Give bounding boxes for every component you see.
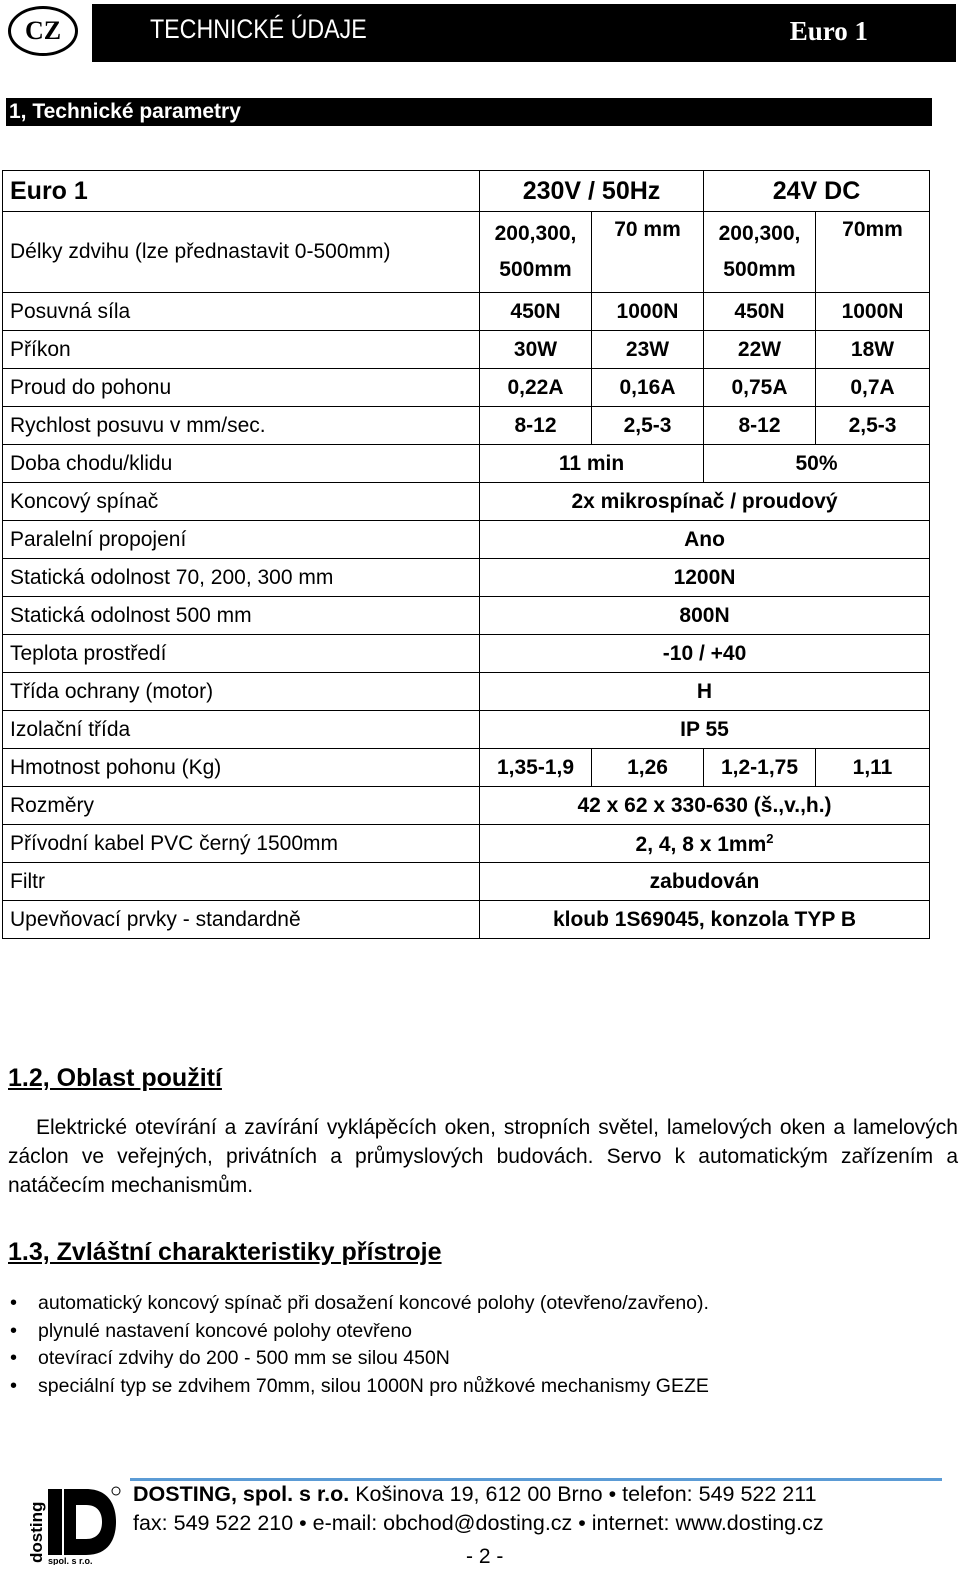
- table-row: [3, 901, 930, 939]
- table-row: [3, 445, 930, 483]
- row-label: Statická odolnost 70, 200, 300 mm: [3, 559, 480, 597]
- table-cell: 2x mikrospínač / proudový: [480, 483, 930, 521]
- row-label: Paralelní propojení: [3, 521, 480, 559]
- table-row: [3, 331, 930, 369]
- table-cell: 0,22A: [480, 369, 592, 407]
- table-cell: 70mm: [816, 212, 930, 293]
- table-cell: 8-12: [704, 407, 816, 445]
- table-cell: 1,26: [592, 749, 704, 787]
- row-label: Koncový spínač: [3, 483, 480, 521]
- table-row: [3, 559, 930, 597]
- model-name: Euro 1: [789, 16, 868, 46]
- table-cell: 800N: [480, 597, 930, 635]
- company-name: DOSTING, spol. s r.o.: [133, 1482, 350, 1506]
- row-label: Rychlost posuvu v mm/sec.: [3, 407, 480, 445]
- row-label: Třída ochrany (motor): [3, 673, 480, 711]
- row-label: Délky zdvihu (lze přednastavit 0-500mm): [3, 212, 480, 293]
- table-model-cell: Euro 1: [3, 171, 480, 212]
- table-row: [3, 635, 930, 673]
- page-number: - 2 -: [466, 1545, 504, 1568]
- table-row: [3, 483, 930, 521]
- table-cell: 1200N: [480, 559, 930, 597]
- table-cell: 2,5-3: [592, 407, 704, 445]
- table-row: [3, 863, 930, 901]
- table-cell: IP 55: [480, 711, 930, 749]
- page-title: TECHNICKÉ ÚDAJE: [150, 14, 367, 44]
- row-label: Upevňovací prvky - standardně: [3, 901, 480, 939]
- table-row: [3, 293, 930, 331]
- usage-paragraph: Elektrické otevírání a zavírání vyklápěcích oken, stropních světel, lamelových oken a lamelových záclon ve veřejných, privátních a průmyslových budovách. Servo k automatickým zařízením a natáčecím mechanismům.: [8, 1116, 958, 1197]
- table-row: [3, 711, 930, 749]
- company-address: Košinova 19, 612 00 Brno • telefon: 549 522 211: [349, 1482, 817, 1506]
- list-item: • automatický koncový spínač při dosažení koncové polohy (otevřeno/zavřeno).: [8, 1290, 709, 1318]
- row-label: Doba chodu/klidu: [3, 445, 480, 483]
- cable-value: 2, 4, 8 x 1mm: [635, 832, 767, 856]
- table-row: [3, 521, 930, 559]
- table-cell: 50%: [704, 445, 930, 483]
- table-header-row: [3, 171, 930, 212]
- spec-table: [2, 170, 930, 939]
- table-cell: [480, 825, 930, 863]
- table-cell: H: [480, 673, 930, 711]
- table-cell: 1000N: [816, 293, 930, 331]
- table-row: [3, 212, 930, 293]
- table-cell: 200,300, 500mm: [704, 212, 816, 293]
- table-cell: kloub 1S69045, konzola TYP B: [480, 901, 930, 939]
- svg-text:spol. s r.o.: spol. s r.o.: [48, 1556, 93, 1565]
- row-label: Izolační třída: [3, 711, 480, 749]
- table-row: [3, 369, 930, 407]
- table-cell: 1,35-1,9: [480, 749, 592, 787]
- dosting-logo: [24, 1483, 124, 1565]
- table-row: [3, 749, 930, 787]
- table-cell: 0,7A: [816, 369, 930, 407]
- table-cell: 70 mm: [592, 212, 704, 293]
- table-cell: 1,11: [816, 749, 930, 787]
- table-cell: 8-12: [480, 407, 592, 445]
- section-heading-usage: 1.2, Oblast použití: [8, 1064, 222, 1092]
- table-cell: 42 x 62 x 330-630 (š.,v.,h.): [480, 787, 930, 825]
- column-230v: 230V / 50Hz: [480, 171, 704, 212]
- list-item: • speciální typ se zdvihem 70mm, silou 1000N pro nůžkové mechanismy GEZE: [8, 1373, 709, 1401]
- table-cell: 1000N: [592, 293, 704, 331]
- table-cell: -10 / +40: [480, 635, 930, 673]
- table-cell: 2,5-3: [816, 407, 930, 445]
- section-heading-features: 1.3, Zvláštní charakteristiky přístroje: [8, 1238, 442, 1266]
- table-row: [3, 787, 930, 825]
- table-cell: 0,75A: [704, 369, 816, 407]
- table-row: [3, 673, 930, 711]
- section-heading-parameters: 1, Technické parametry: [6, 98, 932, 126]
- table-cell: 450N: [704, 293, 816, 331]
- table-cell: 200,300, 500mm: [480, 212, 592, 293]
- table-cell: 23W: [592, 331, 704, 369]
- table-cell: 0,16A: [592, 369, 704, 407]
- column-24v: 24V DC: [704, 171, 930, 212]
- table-cell: 1,2-1,75: [704, 749, 816, 787]
- superscript: 2: [766, 830, 774, 846]
- row-label: Statická odolnost 500 mm: [3, 597, 480, 635]
- language-code: CZ: [24, 16, 62, 45]
- language-badge: [8, 6, 78, 56]
- row-label: Příkon: [3, 331, 480, 369]
- svg-text:dosting: dosting: [27, 1501, 46, 1563]
- table-cell: 22W: [704, 331, 816, 369]
- row-label: Filtr: [3, 863, 480, 901]
- table-row: [3, 407, 930, 445]
- row-label: Rozměry: [3, 787, 480, 825]
- row-label: Posuvná síla: [3, 293, 480, 331]
- row-label: Teplota prostředí: [3, 635, 480, 673]
- list-item: • plynulé nastavení koncové polohy otevřeno: [8, 1318, 709, 1346]
- table-cell: 30W: [480, 331, 592, 369]
- footer-contact-line: fax: 549 522 210 • e-mail: obchod@dosting.cz • internet: www.dosting.cz: [133, 1511, 824, 1535]
- table-cell: Ano: [480, 521, 930, 559]
- row-label: Přívodní kabel PVC černý 1500mm: [3, 825, 480, 863]
- table-cell: 450N: [480, 293, 592, 331]
- table-cell: zabudován: [480, 863, 930, 901]
- table-cell: 11 min: [480, 445, 704, 483]
- list-item: • otevírací zdvihy do 200 - 500 mm se silou 450N: [8, 1345, 709, 1373]
- table-cell: 18W: [816, 331, 930, 369]
- row-label: Proud do pohonu: [3, 369, 480, 407]
- row-label: Hmotnost pohonu (Kg): [3, 749, 480, 787]
- table-row: [3, 597, 930, 635]
- table-row: [3, 825, 930, 863]
- features-list: [8, 1290, 709, 1400]
- footer-divider: [130, 1478, 942, 1481]
- footer-company-line: [133, 1482, 817, 1507]
